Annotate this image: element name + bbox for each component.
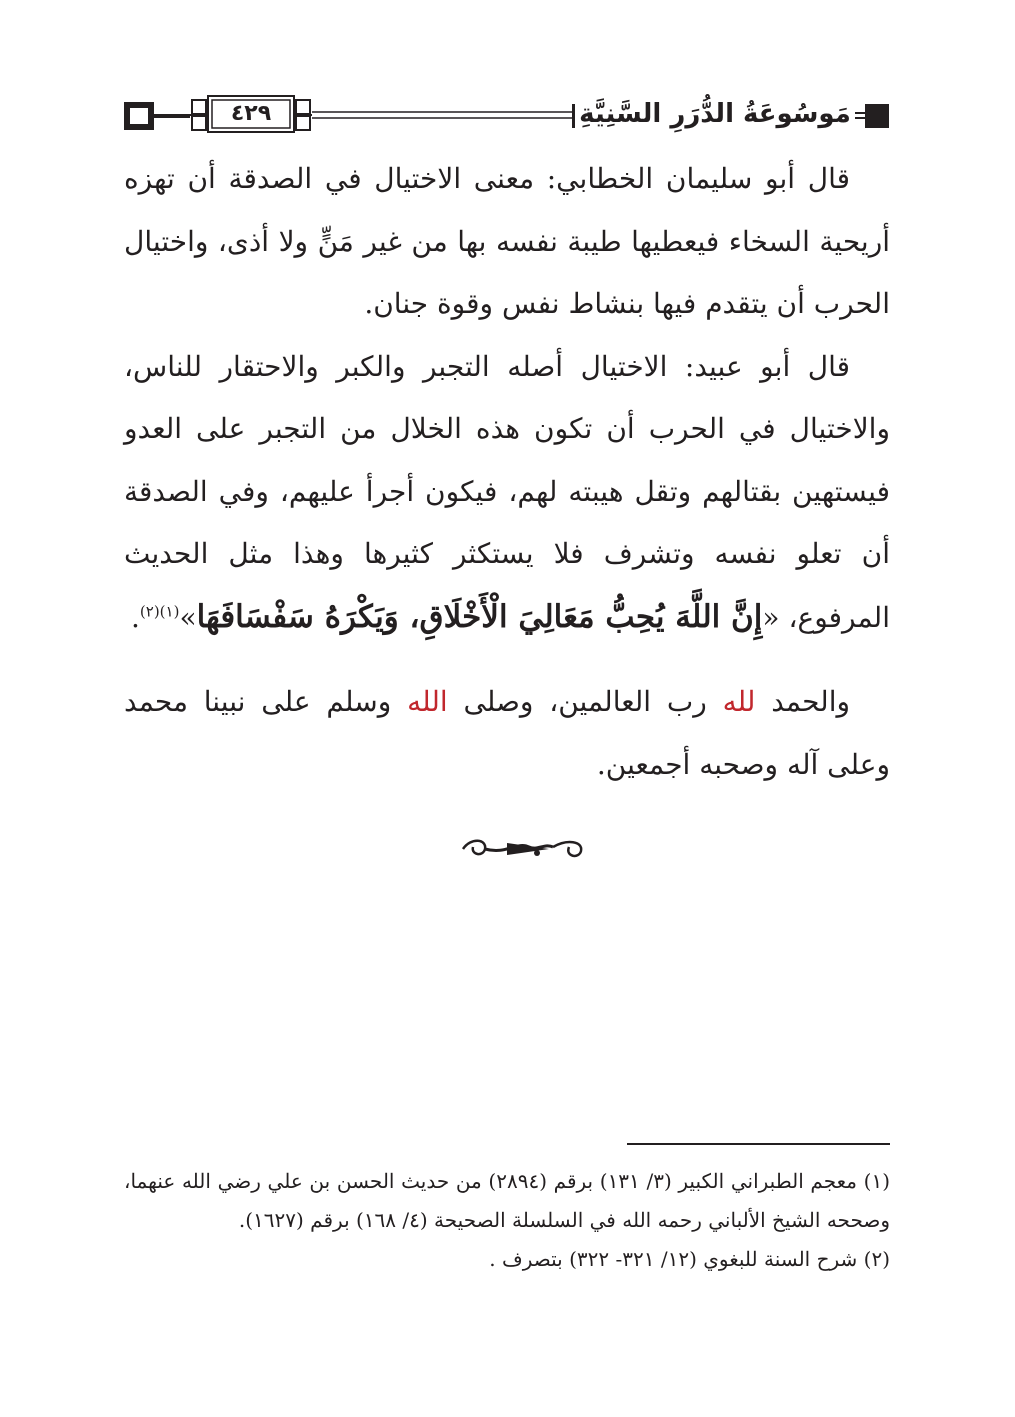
footnote-divider — [627, 1143, 890, 1145]
closing-part-3: وسلم على نبينا محمد وعلى آله وصحبه أجمعين. — [124, 685, 890, 781]
paragraph-end-mark: . — [130, 600, 140, 634]
closing-part-2: رب العالمين، وصلى — [447, 685, 723, 718]
footnote-2: (٢) شرح السنة للبغوي (١٢/ ٣٢١- ٣٢٢) بتصرف . — [489, 1247, 890, 1271]
closing-paragraph — [124, 671, 890, 796]
paragraph-khattabi: قال أبو سليمان الخطابي: معنى الاختيال في الصدقة أن تهزه أريحية السخاء فيعطيها طيبة نفسه بها من غير مَنٍّ ولا أذى، واختيال الحرب أن يتقدم فيها بنشاط نفس وقوة جنان. — [124, 162, 890, 320]
hadith-close-mark: » — [179, 600, 197, 634]
divine-name-2: الله — [407, 685, 448, 718]
main-text — [124, 148, 890, 796]
divine-name-1: لله — [722, 685, 756, 718]
page-number: ٤٢٩ — [230, 101, 272, 126]
paragraph-abu-ubaid — [124, 336, 890, 650]
paragraph-abu-ubaid-text: قال أبو عبيد: الاختيال أصله التجبر والكبر والاحتقار للناس، والاختيال في الحرب أن تكون هذه الخلال من التجبر على العدو فيستهين بقتالهم وتقل هيبته لهم، فيكون أجرأ عليهم، وفي الصدقة أن تعلو نفسه وتشرف فلا يستكثر كثيرها وهذا مثل الحديث المرفوع، « — [124, 349, 890, 634]
end-ornament-icon — [457, 833, 597, 863]
footnotes — [124, 1162, 890, 1279]
closing-part-1: والحمد — [755, 685, 850, 718]
page-header — [120, 90, 895, 138]
book-title: مَوسُوعَةُ الدُّرَرِ السَّنِيَّةِ — [575, 94, 855, 134]
hadith-quote: إِنَّ اللَّهَ يُحِبُّ مَعَالِيَ الْأَخْلَاقِ، وَيَكْرَهُ سَفْسَافَهَا — [196, 598, 763, 635]
footnote-1: (١) معجم الطبراني الكبير (٣/ ١٣١) برقم (٢٨٩٤) من حديث الحسن بن علي رضي الله عنهما، وصححه الشيخ الألباني رحمه الله في السلسلة الصحيحة (٤/ ١٦٨) برقم (١٦٢٧). — [124, 1169, 890, 1232]
footnote-references[interactable]: (١)(٢) — [139, 602, 180, 621]
